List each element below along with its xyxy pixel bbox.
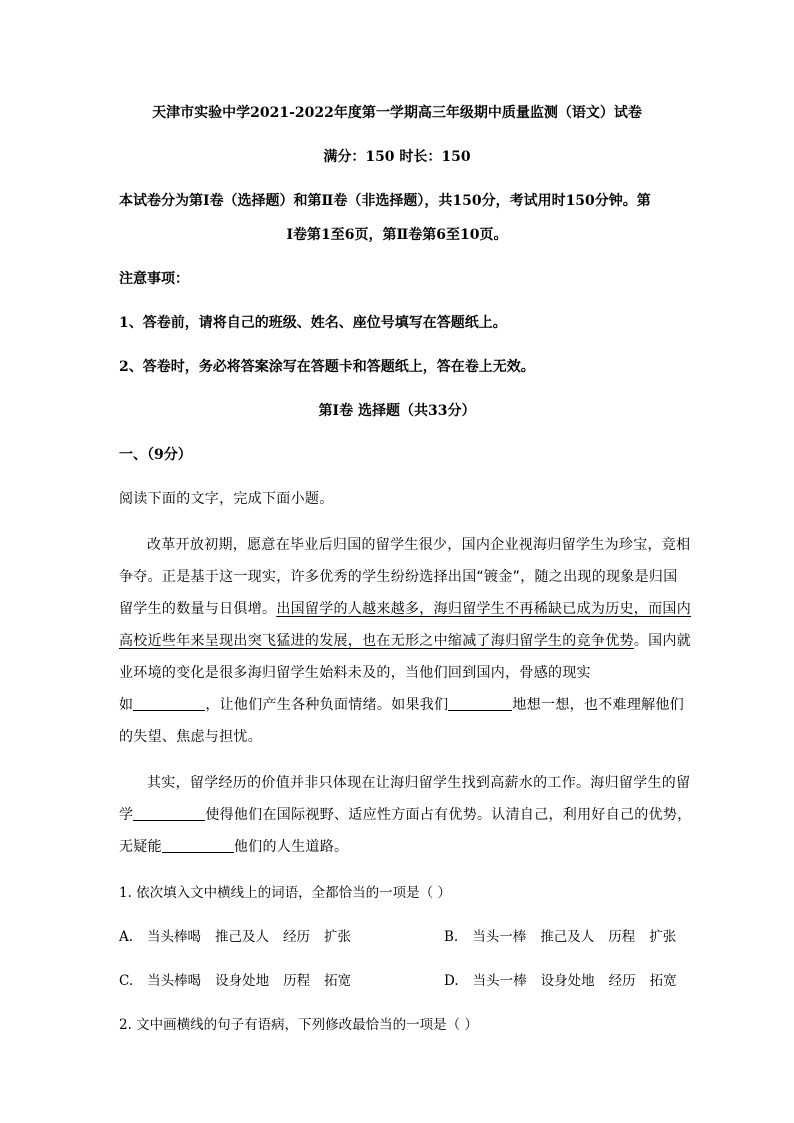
passage-text: ，让他们产生各种负面情绪。如果我们 <box>205 697 449 713</box>
option-label: A. <box>119 929 134 945</box>
passage-text: 地想一想，也不难理解他们 <box>512 697 685 713</box>
passage-text: 留学生的数量与日俱增。 <box>119 601 277 617</box>
option-word: 推己及人 <box>540 929 595 945</box>
fill-blank-4 <box>162 838 234 853</box>
option-word: 拓宽 <box>324 973 352 989</box>
passage-p2-line-2 <box>119 804 692 826</box>
option-word: 当头棒喝 <box>147 929 202 945</box>
notice-heading: 注意事项： <box>119 271 189 287</box>
underlined-sentence: 高校近些年来呈现出突飞猛进的发展，也在无形之中缩减了海归留学生的竞争优势 <box>119 633 634 649</box>
exam-title: 天津市实验中学2021-2022年度第一学期高三年级期中质量监测（语文）试卷 <box>152 105 642 121</box>
option-a[interactable] <box>119 926 351 948</box>
intro-line-2: Ⅰ卷第1至6页，第Ⅱ卷第6至10页。 <box>286 227 508 243</box>
passage-p1-line-5: 业环境的变化是很多海归留学生始料未及的，当他们回到国内，骨感的现实 <box>119 665 591 681</box>
passage-p1-line-2: 争夺。正是基于这一现实，许多优秀的学生纷纷选择出国“镀金”，随之出现的现象是归国 <box>119 569 678 585</box>
option-word: 经历 <box>283 929 311 945</box>
option-word: 经历 <box>608 973 636 989</box>
option-b[interactable] <box>444 926 676 948</box>
passage-p1-line-1: 改革开放初期，愿意在毕业后归国的留学生很少，国内企业视海归留学生为珍宝，竞相 <box>147 537 691 553</box>
notice-item-1: 1、答卷前，请将自己的班级、姓名、座位号填写在答题纸上。 <box>119 315 507 331</box>
option-word: 当头一棒 <box>472 929 527 945</box>
question-2: 2. 文中画横线的句子有语病，下列修改最恰当的一项是（ ） <box>119 1017 478 1033</box>
passage-text: 如 <box>119 697 134 713</box>
intro-line-1: 本试卷分为第Ⅰ卷（选择题）和第Ⅱ卷（非选择题），共150分，考试用时150分钟。第 <box>119 193 651 209</box>
option-label: C. <box>119 973 134 989</box>
option-word: 设身处地 <box>540 973 595 989</box>
passage-p1-line-4 <box>119 630 692 652</box>
passage-p1-line-6 <box>119 694 685 716</box>
option-word: 扩张 <box>324 929 352 945</box>
option-word: 历程 <box>283 973 311 989</box>
passage-text: 无疑能 <box>119 839 162 855</box>
option-label: B. <box>444 929 459 945</box>
passage-p2-line-3 <box>119 836 679 858</box>
option-label: D. <box>444 973 459 989</box>
passage-p1-line-3 <box>119 598 692 620</box>
option-word: 历程 <box>608 929 636 945</box>
underlined-sentence: 出国留学的人越来越多，海归留学生不再稀缺已成为历史，而国内 <box>276 601 692 617</box>
option-word: 当头一棒 <box>472 973 527 989</box>
part-one-heading: 一、（9分） <box>119 447 192 463</box>
passage-text: 他们的人生道路。 <box>233 839 349 855</box>
option-word: 拓宽 <box>649 973 677 989</box>
option-word: 设身处地 <box>215 973 270 989</box>
notice-item-2: 2、答卷时，务必将答案涂写在答题卡和答题纸上，答在卷上无效。 <box>119 359 535 375</box>
option-word: 当头棒喝 <box>147 973 202 989</box>
fill-blank-2 <box>448 696 512 711</box>
section-title: 第Ⅰ卷 选择题（共33分） <box>318 403 476 419</box>
passage-p1-line-7: 的失望、焦虑与担忧。 <box>119 729 262 745</box>
question-1: 1. 依次填入文中横线上的词语，全都恰当的一项是（ ） <box>119 885 451 901</box>
reading-instruction: 阅读下面的文字，完成下面小题。 <box>119 491 334 507</box>
passage-p2-line-1: 其实，留学经历的价值并非只体现在让海归留学生找到高薪水的工作。海归留学生的留 <box>147 775 691 791</box>
passage-text: 学 <box>119 807 134 823</box>
option-word: 推己及人 <box>215 929 270 945</box>
fill-blank-3 <box>133 806 205 821</box>
option-word: 扩张 <box>649 929 677 945</box>
option-d[interactable] <box>444 970 677 992</box>
passage-text: 。国内就 <box>633 633 692 649</box>
fill-blank-1 <box>133 696 205 711</box>
passage-text: 使得他们在国际视野、适应性方面占有优势。认清自己，利用好自己的优势， <box>205 807 692 823</box>
option-c[interactable] <box>119 970 351 992</box>
score-duration: 满分：150 时长：150 <box>323 149 471 165</box>
